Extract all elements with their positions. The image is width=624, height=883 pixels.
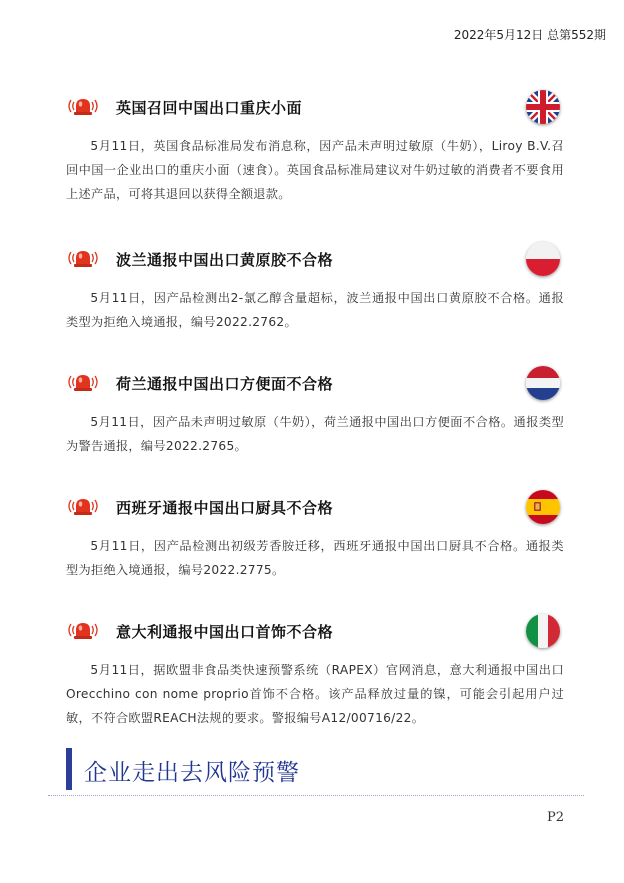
news-body: 5月11日，英国食品标准局发布消息称，因产品未声明过敏原（牛奶），Liroy B.V.召回中国一企业出口的重庆小面（速食）。英国食品标准局建议对牛奶过敏的消费者不要食用上述产品，可将其退回以获得全额退款。 bbox=[66, 139, 564, 201]
news-title: 英国召回中国出口重庆小面 bbox=[116, 99, 303, 117]
news-item-netherlands bbox=[66, 366, 564, 458]
news-body: 5月11日，因产品检测出2-氯乙醇含量超标，波兰通报中国出口黄原胶不合格。通报类型为拒绝入境通报，编号2022.2762。 bbox=[66, 291, 564, 329]
dotted-divider bbox=[48, 795, 584, 796]
news-item-poland bbox=[66, 242, 564, 334]
news-title: 意大利通报中国出口首饰不合格 bbox=[116, 623, 334, 641]
news-body: 5月11日，因产品检测出初级芳香胺迁移，西班牙通报中国出口厨具不合格。通报类型为拒绝入境通报，编号2022.2775。 bbox=[66, 539, 564, 577]
alarm-icon bbox=[66, 496, 100, 516]
news-body: 5月11日，据欧盟非食品类快速预警系统（RAPEX）官网消息，意大利通报中国出口Orecchino con nome proprio首饰不合格。该产品释放过量的镍，可能会引起用户过敏，不符合欧盟REACH法规的要求。警报编号A12/00716/22。 bbox=[66, 663, 564, 725]
alarm-icon bbox=[66, 372, 100, 392]
page-number: P2 bbox=[546, 810, 564, 825]
news-item-spain bbox=[66, 490, 564, 582]
news-item-uk bbox=[66, 90, 564, 206]
italy-flag-icon bbox=[526, 614, 560, 648]
section-accent-bar bbox=[66, 748, 72, 790]
netherlands-flag-icon bbox=[526, 366, 560, 400]
section-title: 企业走出去风险预警 bbox=[84, 760, 300, 786]
alarm-icon bbox=[66, 248, 100, 268]
uk-flag-icon bbox=[526, 90, 560, 124]
spain-flag-icon bbox=[526, 490, 560, 524]
news-title: 荷兰通报中国出口方便面不合格 bbox=[116, 375, 334, 393]
poland-flag-icon bbox=[526, 242, 560, 276]
alarm-icon bbox=[66, 96, 100, 116]
news-item-italy bbox=[66, 614, 564, 730]
news-title: 波兰通报中国出口黄原胶不合格 bbox=[116, 251, 334, 269]
news-title: 西班牙通报中国出口厨具不合格 bbox=[116, 499, 334, 517]
alarm-icon bbox=[66, 620, 100, 640]
news-body: 5月11日，因产品未声明过敏原（牛奶），荷兰通报中国出口方便面不合格。通报类型为警告通报，编号2022.2765。 bbox=[66, 415, 564, 453]
issue-date: 2022年5月12日 总第552期 bbox=[453, 28, 606, 42]
